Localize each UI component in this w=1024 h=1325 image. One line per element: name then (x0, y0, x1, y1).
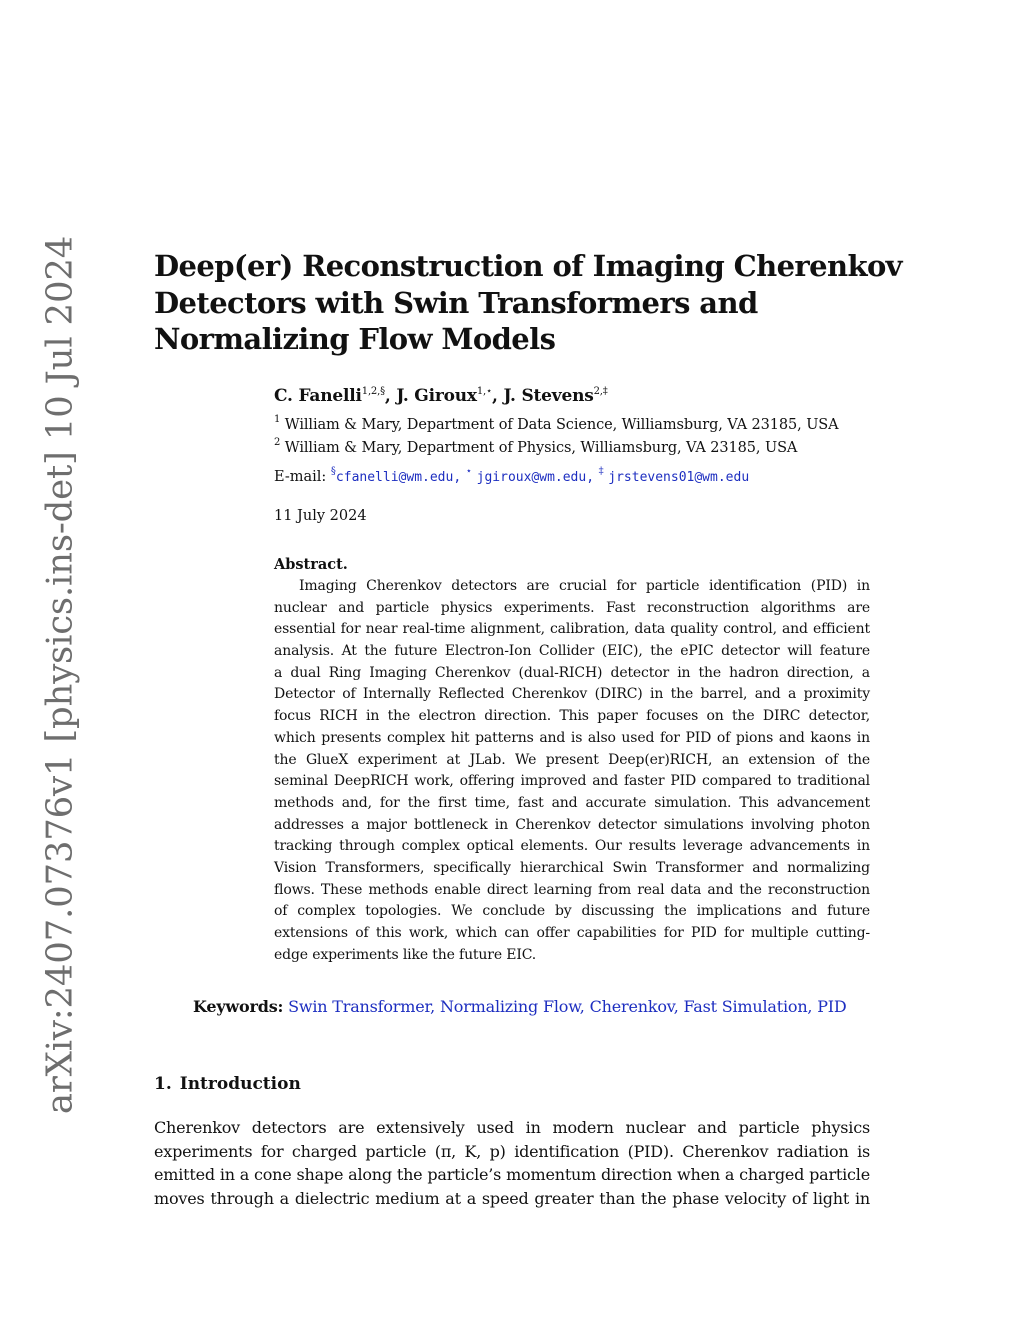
email-link-fanelli[interactable]: cfanelli@wm.edu, (335, 470, 462, 485)
author-list: C. Fanelli$^{1,2,\S}$, J. Giroux$^{1,⋆}$, J. Stevens$^{2,\ddagger}$ (274, 386, 608, 406)
author-name: C. Fanelli (274, 386, 362, 406)
email-label: E-mail: (274, 469, 327, 485)
arxiv-stamp: arXiv:2407.07376v1 [physics.ins-det] 10 Jul 2024 (39, 235, 81, 1115)
intro-body (154, 1116, 870, 1210)
author-name: J. Stevens (503, 386, 594, 406)
author-marks: 1,⋆ (476, 386, 493, 397)
intro-line: moves through a dielectric medium at a speed greater than the phase velocity of light in (154, 1188, 870, 1208)
abstract-line: Vision Transformers, specifically hierarchical Swin Transformer and normalizing (274, 859, 870, 876)
email-mark: ‡ (598, 466, 604, 477)
email-mark: § (330, 466, 336, 477)
affiliation (274, 414, 874, 433)
author-name: J. Giroux (396, 386, 477, 406)
abstract-line: methods and, for the first time, fast and accurate simulation. This advancement (274, 794, 870, 811)
affiliation-text: William & Mary, Department of Physics, Williamsburg, VA 23185, USA (284, 440, 798, 456)
author-marks: 1,2,§ (361, 386, 385, 397)
abstract-line: flows. These methods enable direct learning from real data and the reconstruction (274, 881, 870, 898)
abstract-line: extensions of this work, which can offer capabilities for PID for multiple cutting- (274, 925, 870, 941)
title-line: Normalizing Flow Models (154, 322, 556, 356)
date: 11 July 2024 (274, 508, 367, 524)
abstract-line: Detector of Internally Reflected Cherenkov (DIRC) in the barrel, and a proximity (274, 686, 870, 703)
intro-line: experiments for charged particle (π, K, p) identification (PID). Cherenkov radiation is (154, 1141, 870, 1161)
title-line: Detectors with Swin Transformers and (154, 285, 758, 320)
abstract-line: essential for near real-time alignment, calibration, data quality control, and efficient (274, 621, 870, 638)
keywords (193, 997, 873, 1016)
abstract-line: which presents complex hit patterns and is also used for PID of pions and kaons in (274, 729, 870, 746)
abstract-line: seminal DeepRICH work, offering improved and faster PID compared to traditional (274, 773, 870, 790)
affiliation (274, 437, 874, 456)
abstract-line: analysis. At the future Electron-Ion Collider (EIC), the ePIC detector will feature (274, 643, 870, 660)
abstract-line: a dual Ring Imaging Cherenkov (dual-RICH) detector in the hadron direction, a (274, 664, 870, 681)
email-link-stevens[interactable]: jrstevens01@wm.edu (608, 470, 750, 485)
intro-line: Cherenkov detectors are extensively used in modern nuclear and particle physics (154, 1118, 870, 1137)
intro-line: emitted in a cone shape along the particle’s momentum direction when a charged particle (154, 1165, 870, 1184)
keywords-list[interactable]: Swin Transformer, Normalizing Flow, Cherenkov, Fast Simulation, PID (288, 997, 847, 1016)
abstract-line: addresses a major bottleneck in Cherenkov detector simulations involving photon (274, 816, 870, 833)
abstract-line: of complex topologies. We conclude by discussing the implications and future (274, 903, 870, 920)
affiliation-mark: 1 (274, 414, 281, 425)
keywords-label: Keywords: (193, 997, 284, 1016)
abstract-line: Imaging Cherenkov detectors are crucial for particle identification (PID) in (299, 578, 870, 594)
paper-title (154, 248, 902, 358)
abstract-line: edge experiments like the future EIC. (274, 946, 537, 963)
email-mark: ⋆ (465, 466, 473, 477)
section-number: 1. (154, 1074, 172, 1094)
email-line (274, 466, 750, 485)
abstract-body (274, 576, 870, 966)
affiliation-text: William & Mary, Department of Data Science, Williamsburg, VA 23185, USA (284, 417, 839, 433)
section-title: Introduction (179, 1074, 301, 1094)
title-line: Deep(er) Reconstruction of Imaging Cherenkov (154, 249, 902, 283)
author-marks: 2,‡ (593, 386, 608, 397)
abstract-line: nuclear and particle physics experiments. Fast reconstruction algorithms are (274, 599, 870, 616)
section-heading (154, 1074, 301, 1094)
abstract-line: tracking through complex optical elements. Our results leverage advancements in (274, 838, 870, 855)
abstract-line: the GlueX experiment at JLab. We present Deep(er)RICH, an extension of the (274, 751, 870, 768)
email-link-giroux[interactable]: jgiroux@wm.edu, (476, 470, 595, 485)
abstract-line: focus RICH in the electron direction. This paper focuses on the DIRC detector, (274, 708, 870, 725)
affiliation-mark: 2 (274, 437, 281, 448)
abstract-heading: Abstract. (274, 556, 348, 573)
